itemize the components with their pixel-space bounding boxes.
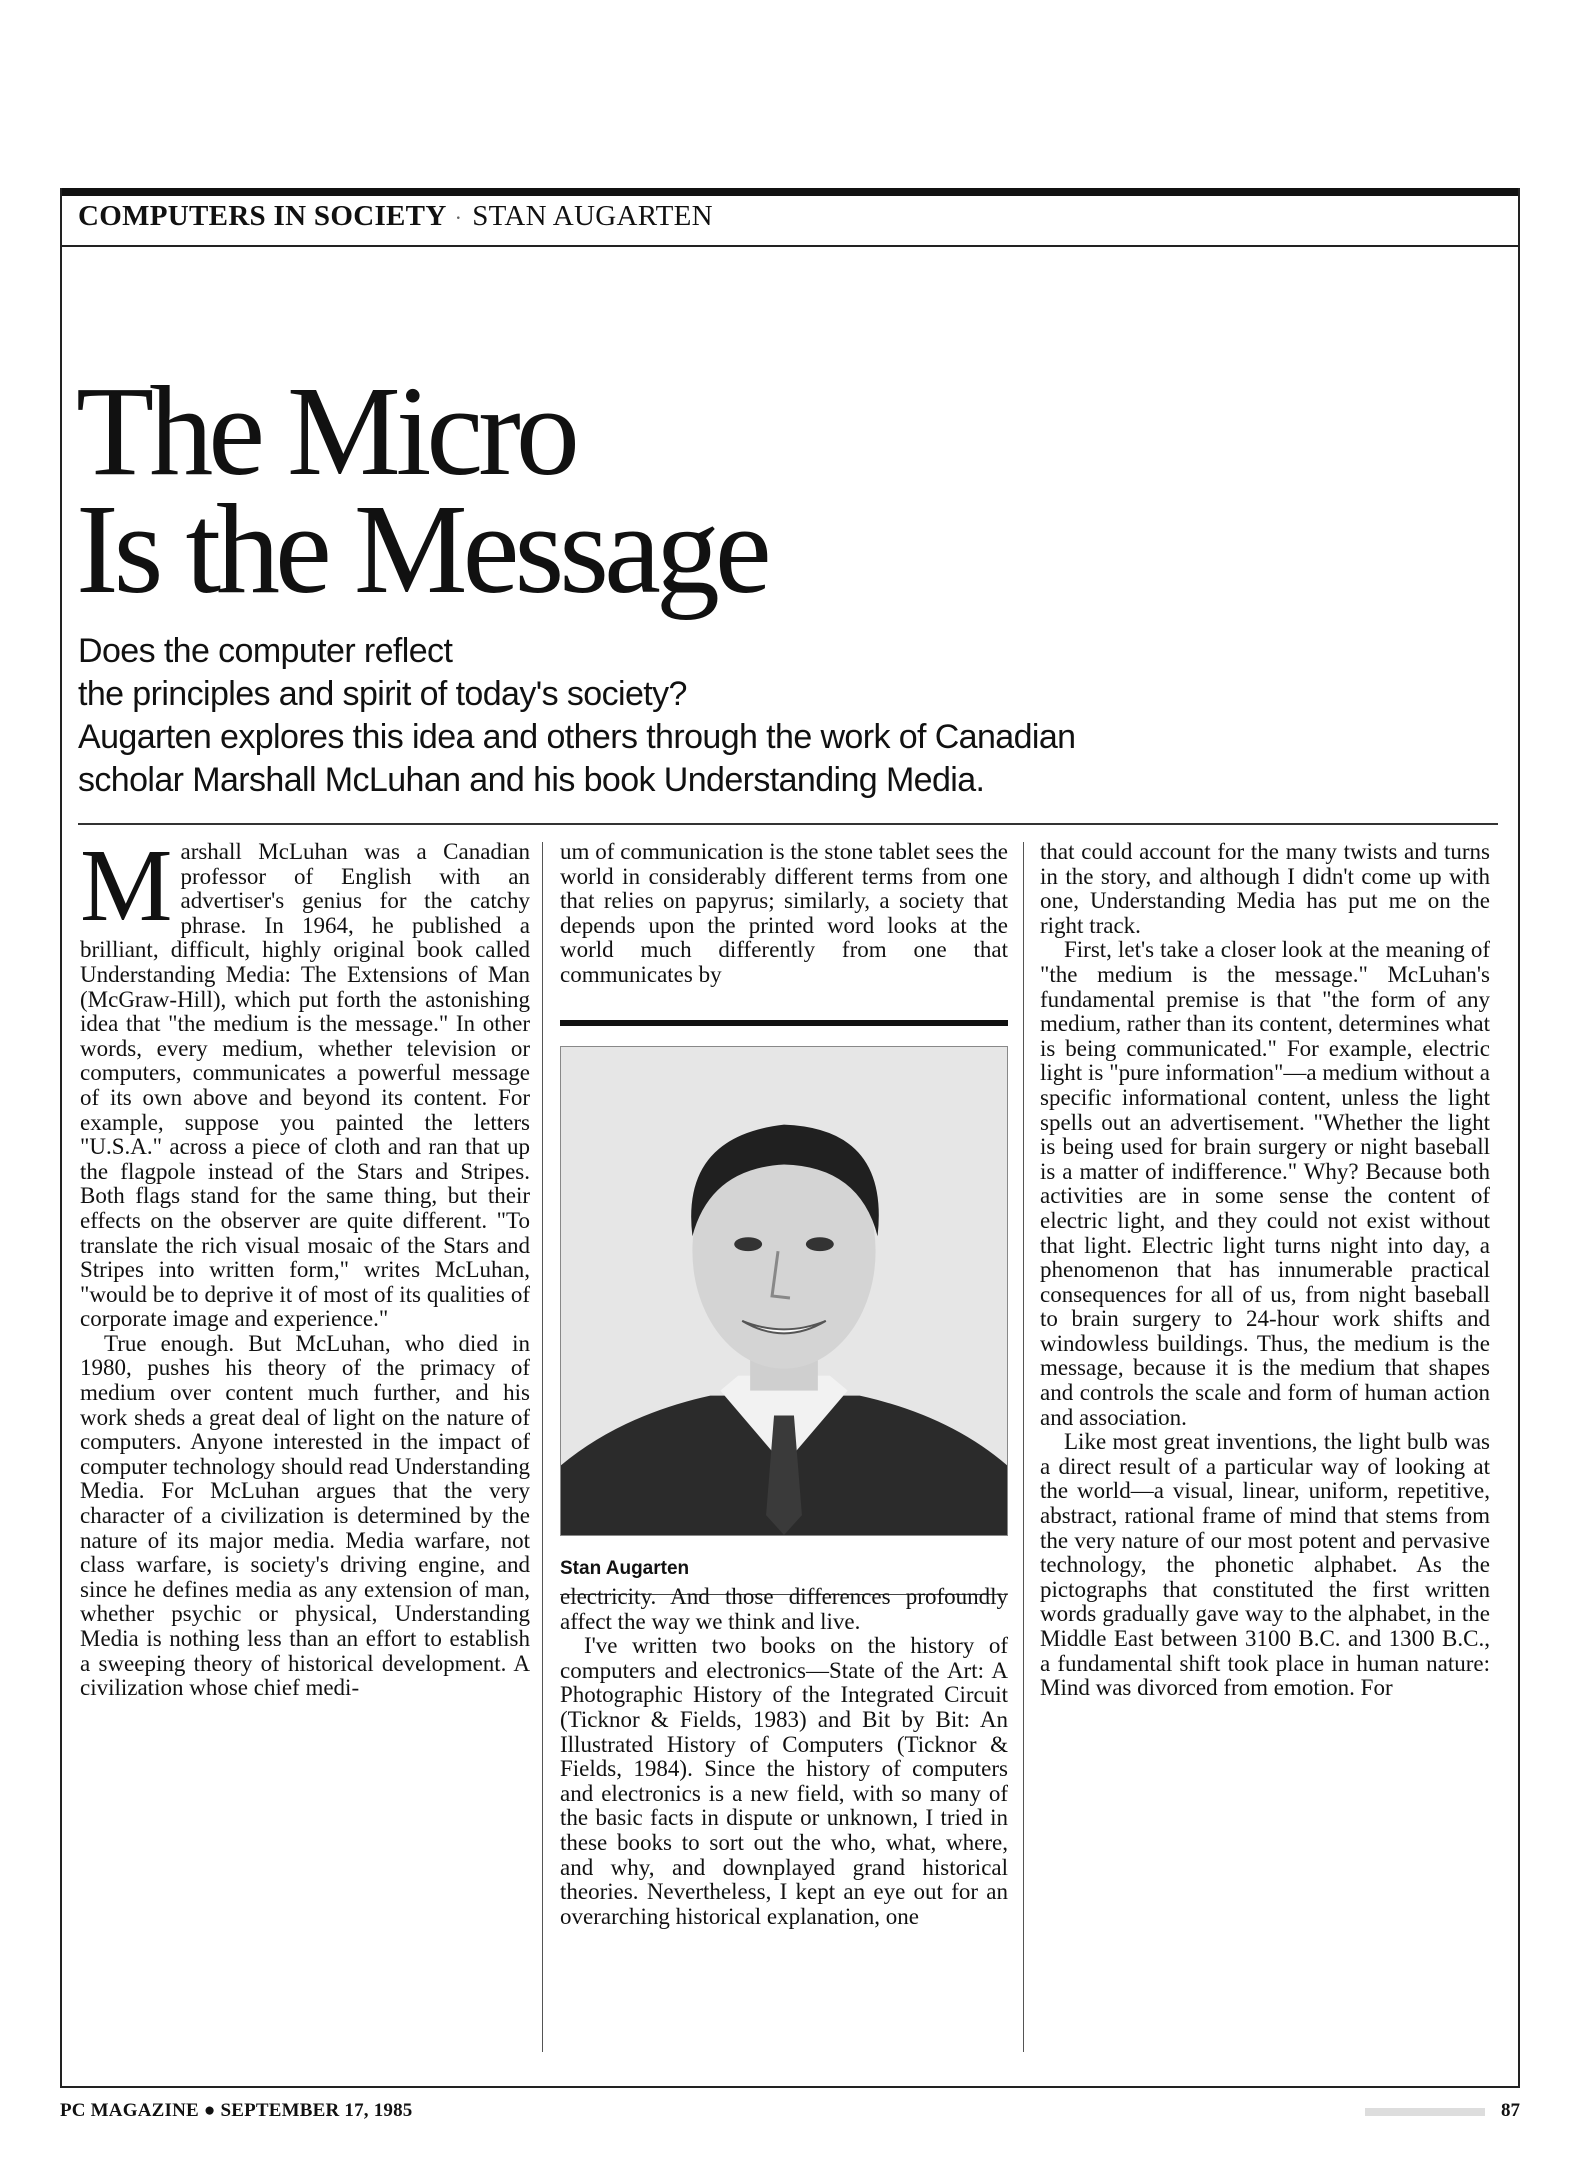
column-3 <box>1040 840 1490 2055</box>
scan-artifact <box>1365 2108 1485 2116</box>
author-photo <box>560 1046 1008 1536</box>
deck-line-4: scholar Marshall McLuhan and his book Understanding Media. <box>78 761 985 799</box>
photo-caption: Stan Augarten <box>560 1558 1008 1595</box>
photo-top-rule <box>560 1020 1008 1026</box>
paragraph: First, let's take a closer look at the meaning of "the medium is the message." McLuhan's fundamental premise is that "the form of any medium, rather than its content, determines what is being communicated." For example, electric light is "pure information"—a medium without a specific informational content, unless the light spells out an advertisement. "Whether the light is being used for brain surgery or night baseball is a matter of indifference." Why? Because both activities are in some sense the content of electric light, and they could not exist without that light. Electric light turns night into day, a phenomenon that has innumerable practical consequences for all of us, from night baseball to brain surgery to 24-hour work shifts and windowless buildings. Thus, the medium is the message, because it is the medium that shapes and controls the scale and form of human action and association. <box>1040 937 1490 1430</box>
header-author: STAN AUGARTEN <box>472 200 713 232</box>
paragraph <box>80 840 530 1332</box>
paragraph: Like most great inventions, the light bulb was a direct result of a particular way of looking at the world—a visual, linear, uniform, repetitive, abstract, rational frame of mind that stems from the very nature of our most potent and pervasive technology, the phonetic alphabet. As the pictographs that constituted the first written words gradually gave way to the alphabet, in the Middle East between 3100 B.C. and 1300 B.C., a fundamental shift took place in human nature: Mind was divorced from emotion. For <box>1040 1429 1490 1701</box>
drop-cap: M <box>80 840 173 943</box>
title-line-1: The Micro <box>76 360 575 502</box>
paragraph-text: arshall McLuhan was a Canadian professor of English with an advertiser's genius for the catchy phrase. In 1964, he published a brilliant, difficult, highly original book called Understanding Media: The Extensions of Man (McGraw-Hill), which put forth the astonishing idea that "the medium is the message." In other words, every medium, whether television or computers, communicates a powerful message of its own above and beyond its content. For example, suppose you painted the letters "U.S.A." across a piece of cloth and ran that up the flagpole instead of the Stars and Stripes. Both flags stand for the same thing, but their effects on the observer are quite different. "To translate the rich visual mosaic of the Stars and Stripes into written form," writes McLuhan, "would be to deprive it of most of its qualities of corporate image and experience." <box>80 840 530 1332</box>
column-2-bottom <box>560 1585 1008 2055</box>
paragraph: True enough. But McLuhan, who died in 1980, pushes his theory of the primacy of medium over content much further, and his work sheds a great deal of light on the nature of computers. Anyone interested in the impact of computer technology should read Understanding Media. For McLuhan argues that the very character of a civilization is determined by the nature of its major media. Media warfare, not class warfare, is society's driving engine, and since he defines media as any extension of man, whether psychic or physical, Understanding Media is nothing less than an effort to establish a sweeping theory of historical development. A civilization whose chief medi- <box>80 1330 530 1701</box>
column-1 <box>80 840 530 2055</box>
footer-rule <box>60 2086 1520 2088</box>
column-divider <box>1023 842 1024 2052</box>
header-rule <box>62 245 1518 247</box>
paragraph: electricity. And those differences profoundly affect the way we think and live. <box>560 1585 1008 1634</box>
author-photo-block <box>560 1020 1008 1595</box>
page-number: 87 <box>1501 2100 1520 2121</box>
section-name: COMPUTERS IN SOCIETY <box>78 200 447 232</box>
columns-top-rule <box>78 823 1498 825</box>
footer-publication: PC MAGAZINE ● SEPTEMBER 17, 1985 <box>60 2100 413 2121</box>
column-2-top <box>560 840 1008 1005</box>
paragraph: that could account for the many twists and turns in the story, and although I didn't come up with one, Understanding Media has put me on the right track. <box>1040 840 1490 938</box>
article-deck <box>78 630 1075 802</box>
article-title <box>76 360 767 620</box>
paragraph: um of communication is the stone tablet sees the world in considerably different terms from one that relies on papyrus; similarly, a society that depends upon the printed word looks at the world much differently from one that communicates by <box>560 840 1008 987</box>
deck-line-2: the principles and spirit of today's society? <box>78 675 687 713</box>
column-header <box>78 200 713 233</box>
title-line-2: Is the Message <box>76 478 767 620</box>
column-divider <box>542 842 543 2052</box>
deck-line-3: Augarten explores this idea and others through the work of Canadian <box>78 718 1076 756</box>
header-separator: · <box>454 205 463 231</box>
paragraph: I've written two books on the history of computers and electronics—State of the Art: A Photographic History of the Integrated Circuit (Ticknor & Fields, 1983) and Bit by Bit: An Illustrated History of Computers (Ticknor & Fields, 1984). Since the history of computers and electronics is a new field, with so many of the basic facts in dispute or unknown, I tried in these books to sort out the who, what, where, and why, and downplayed grand historical theories. Nevertheless, I kept an eye out for an overarching historical explanation, one <box>560 1633 1008 1929</box>
deck-line-1: Does the computer reflect <box>78 632 453 670</box>
